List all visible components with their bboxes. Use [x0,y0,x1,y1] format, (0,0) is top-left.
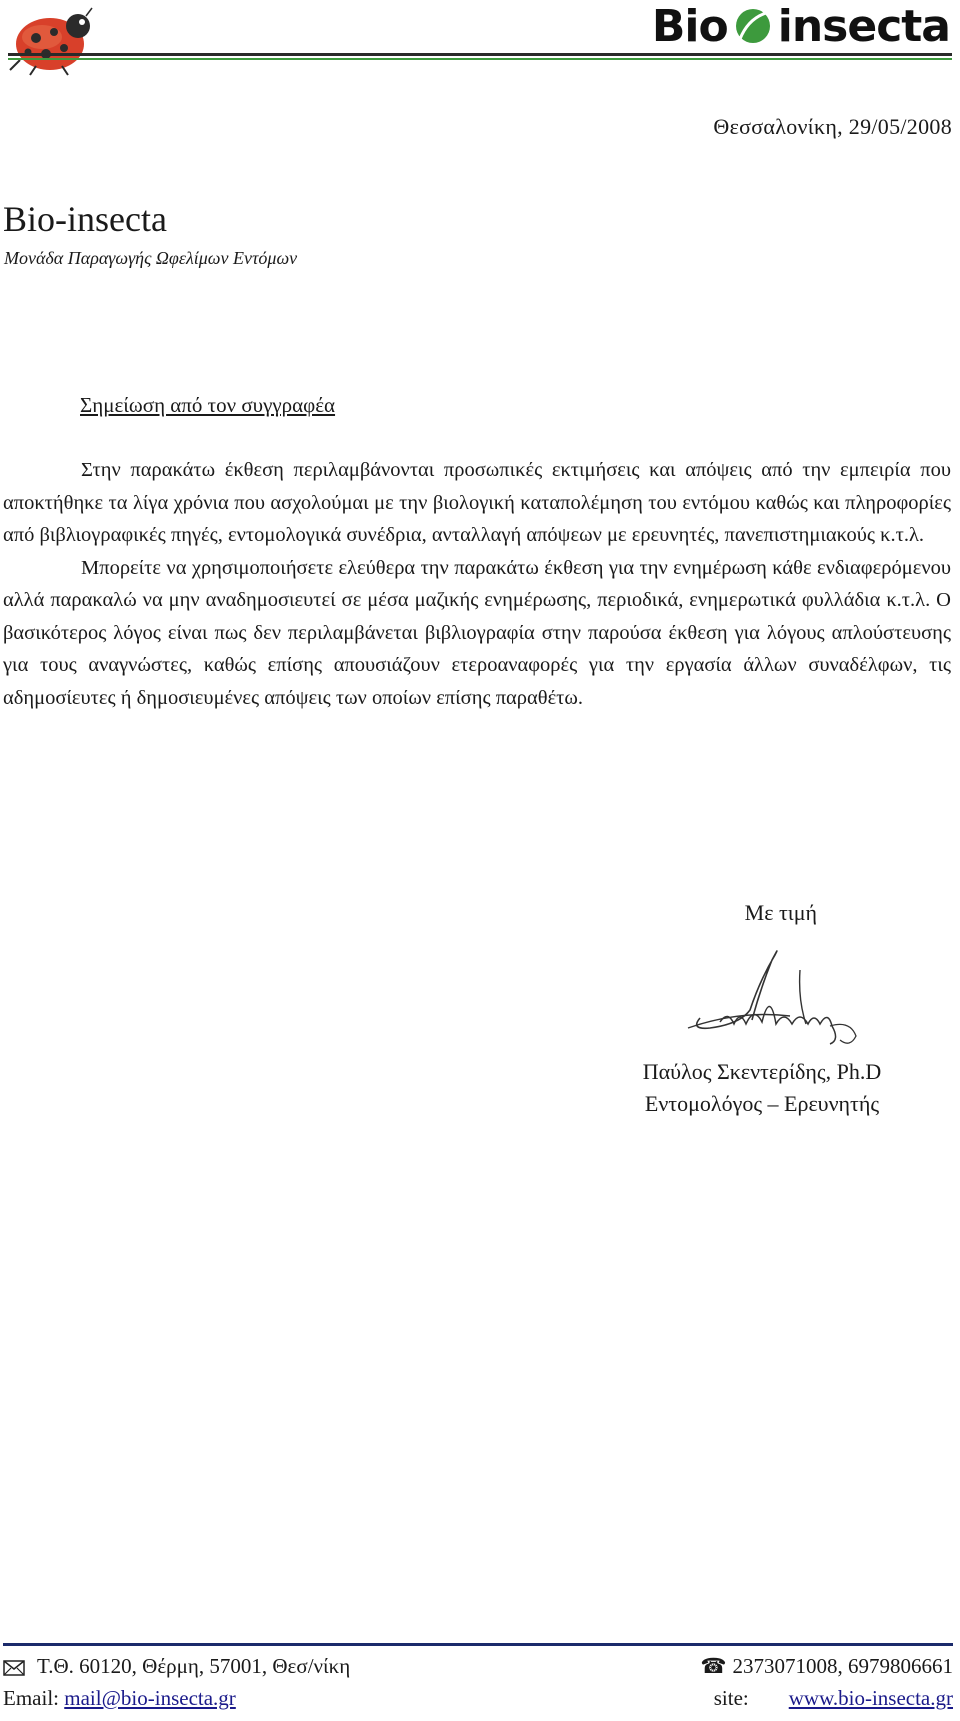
brand-logo [644,0,950,52]
closing-salutation: Με τιμή [744,900,817,925]
email-link[interactable]: mail@bio-insecta.gr [64,1686,236,1710]
footer [3,1650,953,1714]
header-rule [8,53,952,56]
note-heading: Σημείωση από τον συγγραφέα [80,393,336,417]
company-subtitle: Μονάδα Παραγωγής Ωφελίμων Εντόμων [4,248,298,268]
note-paragraph: Στην παρακάτω έκθεση περιλαμβάνονται προσωπικές εκτιμήσεις και απόψεις από την εμπειρία που αποκτήθηκε τα λίγα χρόνια που ασχολούμαι με την βιολογική καταπολέμηση του εντόμου καθώς και πληροφορίες από βιβλιογραφικές πηγές, εντομολογικά συνέδρια, ανταλλαγή απόψεων με ερευνητές, πανεπιστημιακούς κ.τ.λ. [3,459,951,546]
envelope-icon [3,1660,25,1676]
letter-date: Θεσσαλονίκη, 29/05/2008 [713,114,952,139]
footer-row [3,1650,953,1682]
ladybug-logo [6,4,96,76]
footer-row [3,1682,953,1714]
brand-name-left: Bio [651,0,728,52]
signer-title: Εντομολόγος – Ερευνητής [644,1091,880,1116]
footer-phones [700,1654,953,1679]
site-link[interactable]: www.bio-insecta.gr [788,1686,953,1710]
address-text: Τ.Θ. 60120, Θέρμη, 57001, Θεσ/νίκη [37,1654,351,1678]
company-name: Bio-insecta [3,199,167,239]
handwritten-signature [680,940,880,1050]
footer-rule [3,1643,953,1646]
signer-name: Παύλος Σκεντερίδης, Ph.D [642,1059,882,1084]
email-label: Email: [3,1686,59,1710]
brand-name-right: insecta [777,0,950,52]
letterhead [0,0,960,80]
leaf-icon [734,7,772,45]
site-label: site: [713,1686,749,1710]
signer-block [602,1056,922,1120]
footer-address [3,1654,350,1679]
phones-text: 2373071008, 6979806661 [732,1654,953,1678]
header-rule-accent [8,58,952,60]
footer-email [3,1686,236,1711]
footer-site [714,1686,953,1711]
telephone-icon: ☎ [700,1654,727,1678]
note-paragraph: Μπορείτε να χρησιμοποιήσετε ελεύθερα την παρακάτω έκθεση για την ενημέρωση κάθε ενδιαφερόμενου αλλά παρακαλώ να μην αναδημοσιευτεί σε μέσα μαζικής ενημέρωσης, περιοδικά, ενημερωτικά φυλλάδια κ.τ.λ. Ο βασικότερος λόγος είναι πως δεν περιλαμβάνεται βιβλιογραφία στην παρούσα έκθεση για λόγους απλούστευσης για τους αναγνώστες, καθώς επίσης απουσιάζουν ετεροαναφορές για την εργασία άλλων συναδέλφων, τις αδημοσίευτες ή δημοσιευμένες απόψεις των οποίων επίσης παραθέτω. [3,556,951,709]
note-body [3,454,951,714]
